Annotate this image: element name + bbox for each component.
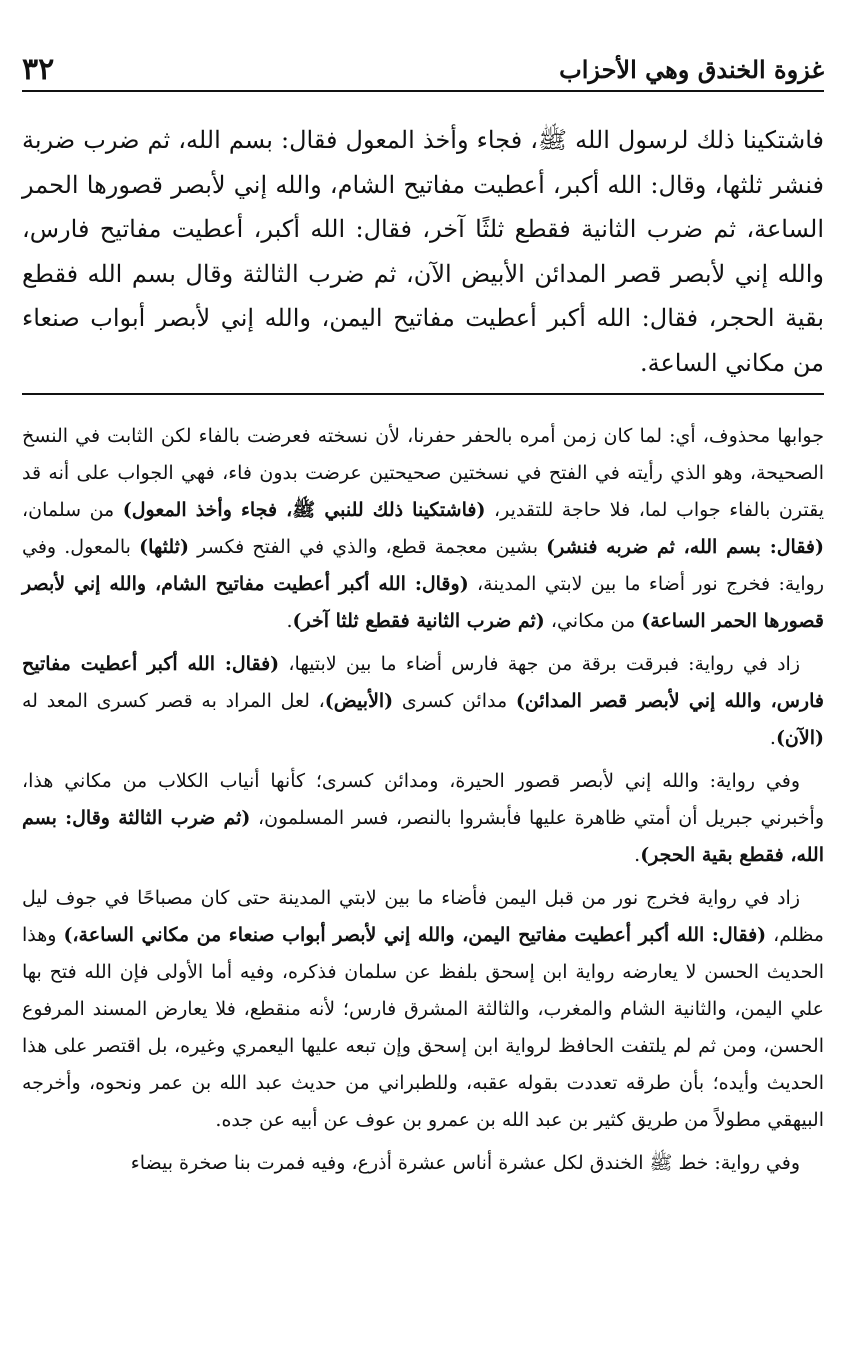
page-number: ٣٢: [22, 51, 55, 87]
commentary-paragraph-4: زاد في رواية فخرج نور من قبل اليمن فأضاء ما بين لابتي المدينة حتى كان مصباحًا في جوف ليل مظلم، (فقال: الله أكبر أعطيت مفاتيح اليمن، والله إني لأبصر أبواب صنعاء من مكاني الساعة،) وهذا الحديث الحسن لا يعارضه رواية ابن إسحق بلفظ عن سلمان فذكره، وفيه أما الأولى فإن الله فتح بها علي اليمن، والثانية الشام والمغرب، والثالثة المشرق فارس؛ لأنه منقطع، فلا يعارض المسند المرفوع الحسن، ومن ثم لم يلتفت الحافظ لرواية ابن إسحق وإن تبعه عليها اليعمري وغيره، بل اقتصر على هذا الحديث وأيده؛ بأن طرقه تعددت بقوله عقبه، وللطبراني من حديث عبد الله بن عمر ونحوه، وأخرجه البيهقي مطولاً من طريق كثير بن عبد الله بن عمرو بن عوف عن أبيه عن جده.: [22, 887, 824, 1131]
commentary-paragraph-2: زاد في رواية: فبرقت برقة من جهة فارس أضاء ما بين لابتيها، (فقال: الله أكبر أعطيت مفاتيح فارس، والله إني لأبصر قصر المدائن) مدائن كسرى (الأبيض)، لعل المراد به قصر كسرى المعد له (الآن).: [22, 653, 824, 749]
section-divider: [22, 393, 824, 395]
commentary-paragraph-1: جوابها محذوف، أي: لما كان زمن أمره بالحفر حفرنا، لأن نسخته فعرضت بالفاء لكن الثابت في النسخ الصحيحة، وهو الذي رأيته في الفتح في نسختين صحيحتين عرضت بدون فاء، فهي الجواب على أنه قد يقترن بالفاء جواب لما، فلا حاجة للتقدير، (فاشتكينا ذلك للنبي ﷺ، فجاء وأخذ المعول) من سلمان، (فقال: بسم الله، ثم ضربه فنشر) بشين معجمة قطع، والذي في الفتح فكسر (ثلثها) بالمعول. وفي رواية: فخرج نور أضاء ما بين لابتي المدينة، (وقال: الله أكبر أعطيت مفاتيح الشام، والله إني لأبصر قصورها الحمر الساعة) من مكاني، (ثم ضرب الثانية فقطع ثلثا آخر).: [22, 425, 824, 632]
commentary: [22, 418, 824, 1188]
commentary-paragraph-3: وفي رواية: والله إني لأبصر قصور الحيرة، ومدائن كسرى؛ كأنها أنياب الكلاب من مكاني هذا، وأخبرني جبريل أن أمتي ظاهرة عليها فأبشروا بالنصر، فسر المسلمون، (ثم ضرب الثالثة وقال: بسم الله، فقطع بقية الحجر).: [22, 770, 824, 866]
main-text: فاشتكينا ذلك لرسول الله ﷺ، فجاء وأخذ المعول فقال: بسم الله، ثم ضرب ضربة فنشر ثلثها، وقال: الله أكبر، أعطيت مفاتيح الشام، والله إني لأبصر قصورها الحمر الساعة، ثم ضرب الثانية فقطع ثلثًا آخر، فقال: الله أكبر، أعطيت مفاتيح فارس، والله إني لأبصر قصر المدائن الأبيض الآن، ثم ضرب الثالثة وقال بسم الله فقطع بقية الحجر، فقال: الله أكبر أعطيت مفاتيح اليمن، والله إني لأبصر أبواب صنعاء من مكاني الساعة.: [22, 126, 824, 377]
page-header: [22, 48, 824, 92]
commentary-paragraph-5: وفي رواية: خط ﷺ الخندق لكل عشرة أناس عشرة أذرع، وفيه فمرت بنا صخرة بيضاء: [130, 1152, 800, 1174]
running-title: غزوة الخندق وهي الأحزاب: [559, 54, 824, 84]
